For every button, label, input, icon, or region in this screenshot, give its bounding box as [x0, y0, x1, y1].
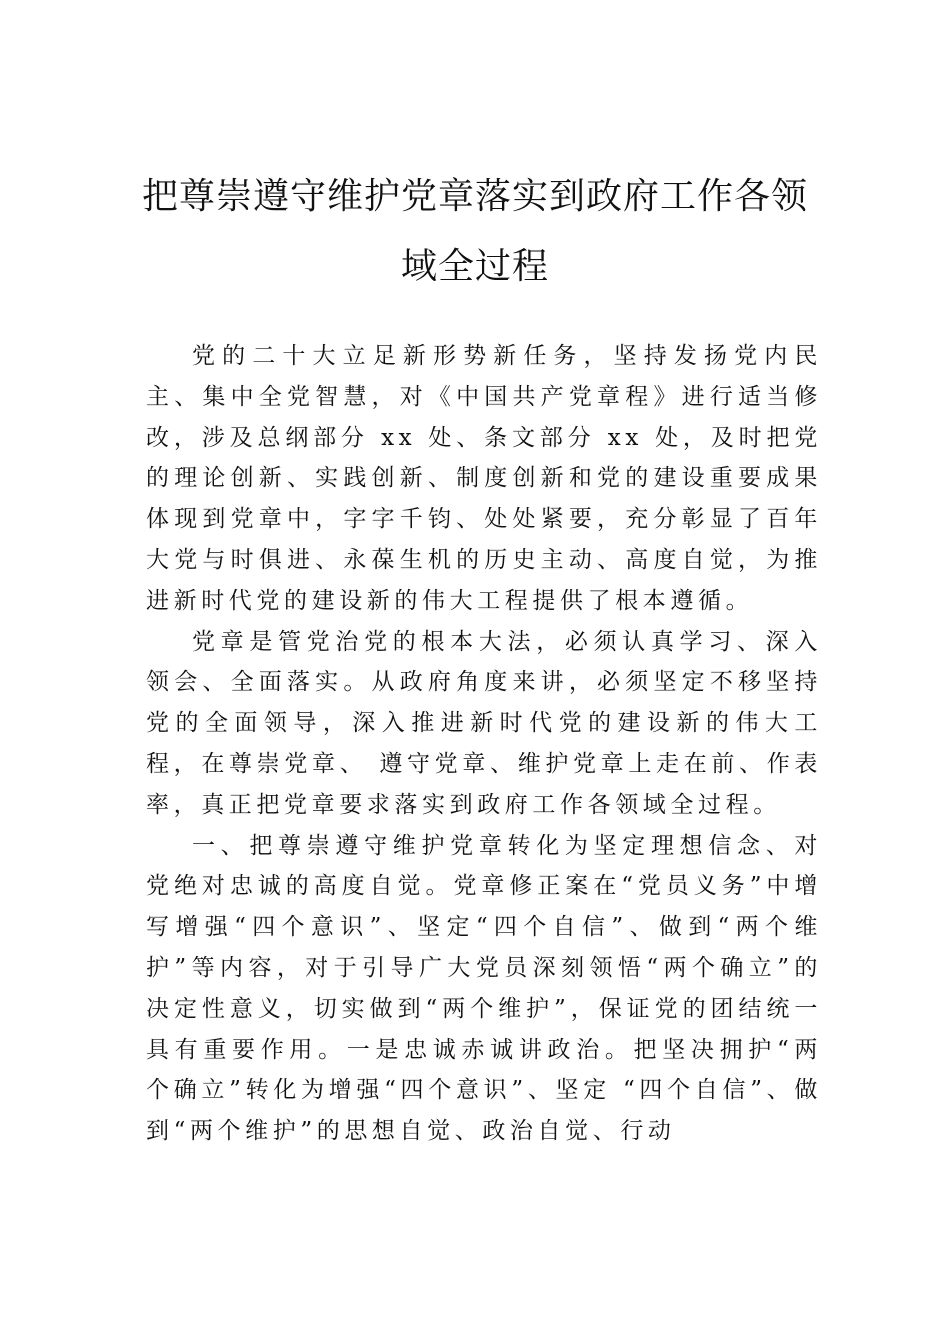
- document-body: [146, 336, 822, 1152]
- paragraph-section-one: 一、把尊崇遵守维护党章转化为坚定理想信念、对党绝对忠诚的高度自觉。党章修正案在“党员义务”中增写增强“四个意识”、坚定“四个自信”、做到“两个维护”等内容，对于引导广大党员深刻领悟“两个确立”的决定性意义，切实做到“两个维护”，保证党的团结统一具有重要作用。一是忠诚赤诚讲政治。把坚决拥护“两个确立”转化为增强“四个意识”、坚定 “四个自信”、做到“两个维护”的思想自觉、政治自觉、行动: [146, 832, 822, 1145]
- document-title: [120, 162, 830, 302]
- title-line-1: 把尊崇遵守维护党章落实到政府工作各领: [141, 176, 808, 217]
- paragraph-party-constitution: 党章是管党治党的根本大法，必须认真学习、深入领会、全面落实。从政府角度来讲，必须坚定不移坚持党的全面领导，深入推进新时代党的建设新的伟大工程，在尊崇党章、 遵守党章、维护党章上走在前、作表率，真正把党章要求落实到政府工作各领域全过程。: [146, 628, 822, 818]
- title-line-2: 域全过程: [400, 246, 549, 287]
- paragraph-intro: 党的二十大立足新形势新任务，坚持发扬党内民主、集中全党智慧，对《中国共产党章程》进行适当修改，涉及总纲部分 xx 处、条文部分 xx 处，及时把党的理论创新、实践创新、制度创新和党的建设重要成果体现到党章中，字字千钧、处处紧要，充分彰显了百年大党与时俱进、永葆生机的历史主动、高度自觉，为推进新时代党的建设新的伟大工程提供了根本遵循。: [146, 343, 822, 614]
